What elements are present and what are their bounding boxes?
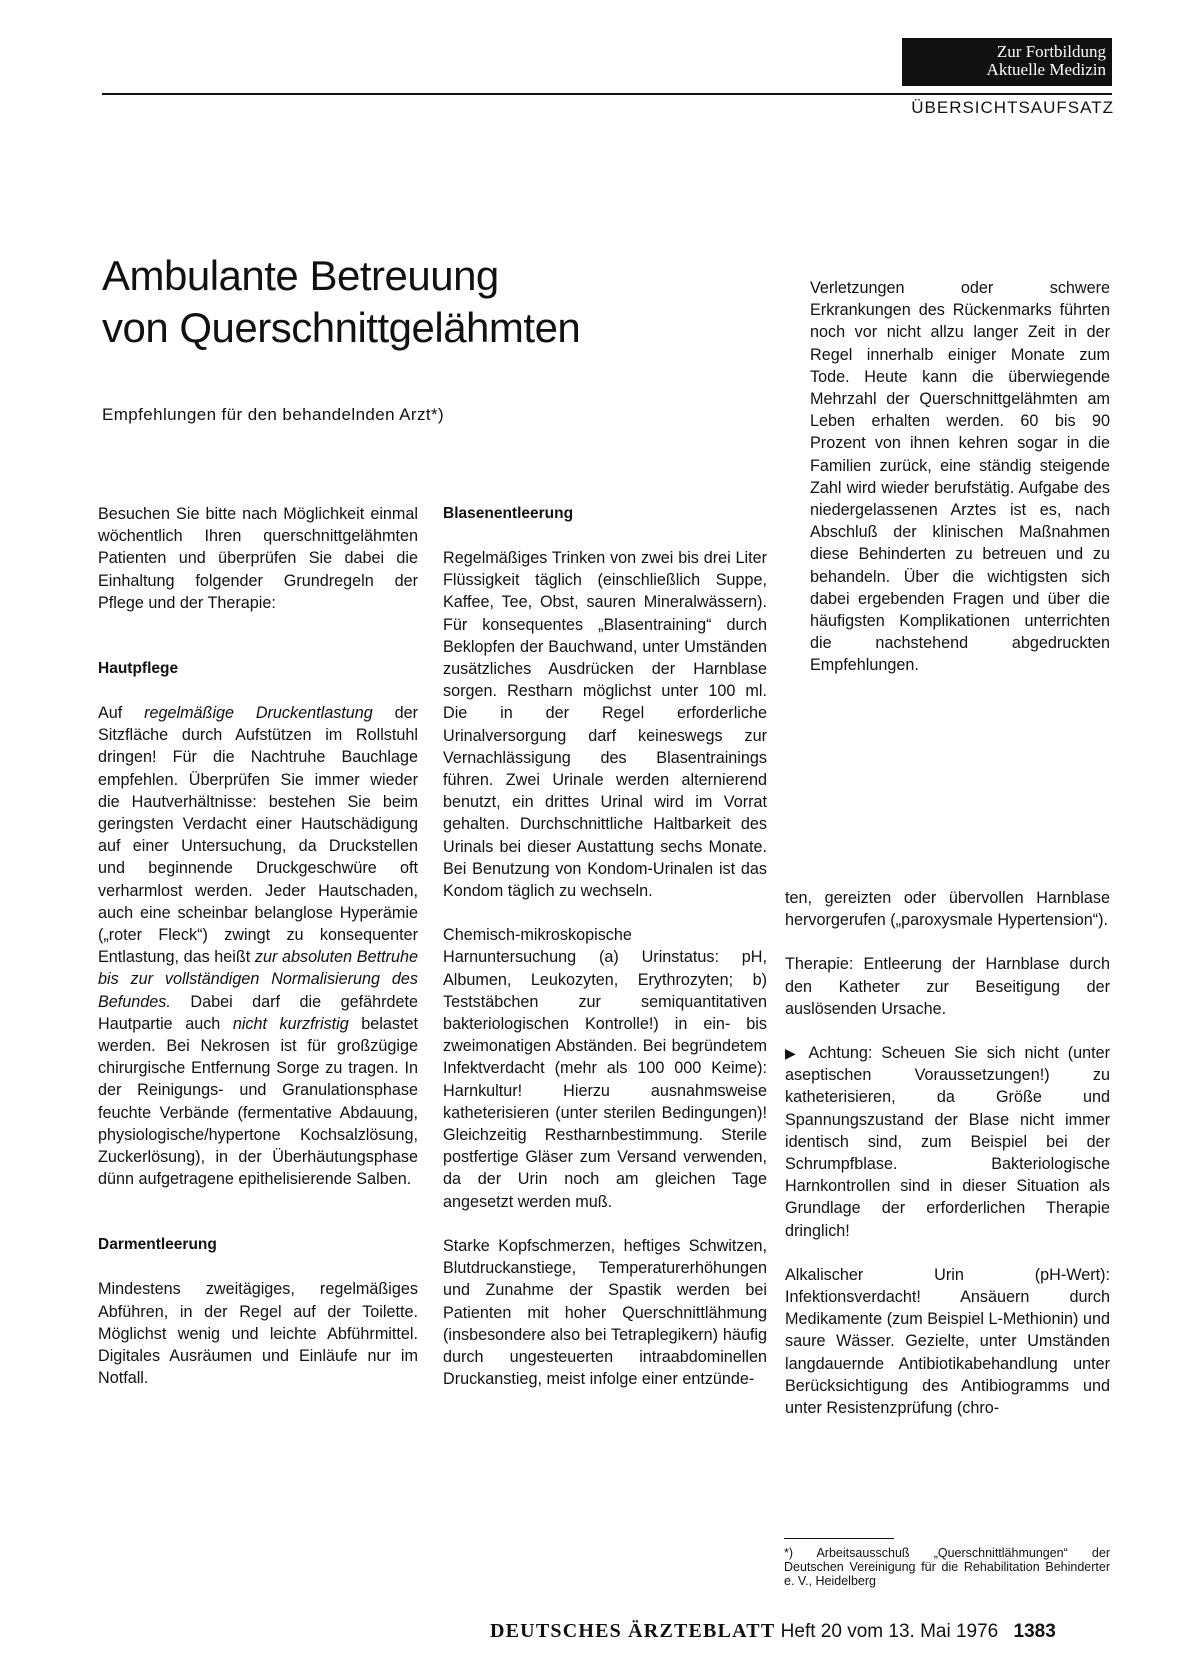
issue-info: Heft 20 vom 13. Mai 1976 (780, 1621, 999, 1642)
article-subtitle: Empfehlungen für den behandelnden Arzt*) (102, 405, 445, 424)
title-line-1: Ambulante Betreuung (102, 252, 499, 299)
column-2 (443, 503, 767, 1412)
header-rule (102, 93, 1112, 95)
blasen-paragraph-2: Chemisch-mikroskopische Harnuntersuchung (a) Urinstatus: pH, Albumen, Leukozyten, Erythrozyten; b) Teststäbchen zur semiquantitativen bakteriologischen Kontrolle!) in ein- bis zweimonatigen Abständen. Bei begründetem Infektverdacht (mehr als 100 000 Keime): Harnkultur! Hierzu ausnahmsweise katheterisieren (unter sterilen Bedingungen)! Gleichzeitig Restharnbestimmung. Sterile postfertige Gläser zum Versand verwenden, da der Urin noch am gleichen Tage angesetzt werden muß. (443, 926, 767, 1211)
article-title (102, 250, 580, 354)
hautpflege-paragraph: Auf regelmäßige Druckentlastung der Sitzfläche durch Aufstützen im Rollstuhl dringen! Für die Nachtruhe Bauchlage empfehlen. Überprüfen Sie immer wieder die Hautverhältnisse: bestehen Sie beim geringsten Verdacht einer Hautschädigung auf einer Untersuchung, da Druckstellen und beginnende Druckgeschwüre oft verharmlost werden. Jeder Hautschaden, auch eine scheinbar belanglose Hyperämie („roter Fleck“) zwingt zu konsequenter Entlastung, das heißt zur absoluten Bettruhe bis zur vollständigen Normalisierung des Befundes. Dabei darf die gefährdete Hautpartie auch nicht kurzfristig belastet werden. Bei Nekrosen ist für großzügige chirurgische Entfernung Sorge zu tragen. In der Reinigungs- und Granulationsphase feuchte Verbände (fermentative Abdauung, physiologische/hypertone Kochsalzlösung, Zuckerlösung), in der Überhäutungsphase dünn aufgetragene epithelisierende Salben. (98, 704, 418, 1189)
footnote: *) Arbeitsausschuß „Querschnittlähmungen“ der Deutschen Vereinigung für die Rehabilitation Behinderter e. V., Heidelberg (784, 1546, 1110, 1588)
badge-line-2: Aktuelle Medizin (986, 60, 1106, 79)
heading-blasenentleerung: Blasenentleerung (443, 505, 574, 522)
blasen-paragraph-3: Starke Kopfschmerzen, heftiges Schwitzen, Blutdruckanstiege, Temperaturerhöhungen und Zunahme der Spastik werden bei Patienten mit hoher Querschnittlähmung (insbesondere also bei Tetraplegikern) häufig durch ungesteuerten intraabdominellen Druckanstieg, meist infolge einer entzünde- (443, 1236, 767, 1389)
badge-line-1: Zur Fortbildung (996, 42, 1106, 61)
column-3-intro (810, 277, 1110, 699)
darmentleerung-paragraph: Mindestens zweitägiges, regelmäßiges Abführen, in der Regel auf der Toilette. Möglichst wenig und leichte Abführmittel. Digitales Ausräumen und Einläufe nur im Notfall. (98, 1280, 418, 1388)
title-line-2: von Querschnittgelähmten (102, 304, 581, 351)
footnote-rule (784, 1538, 894, 1539)
section-badge (902, 38, 1112, 86)
page-number: 1383 (1013, 1621, 1056, 1642)
triangle-icon: ▶ (785, 1045, 801, 1062)
col3-paragraph-3: ▶ Achtung: Scheuen Sie sich nicht (unter aseptischen Voraussetzungen!) zu katheterisieren, da Größe und Spannungszustand der Blase nicht immer identisch sind, zum Beispiel bei der Schrumpfblase. Bakteriologische Harnkontrollen sind in dieser Situation als Grundlage der erforderlichen Therapie dringlich! (785, 1044, 1110, 1240)
intro-paragraph: Besuchen Sie bitte nach Möglichkeit einmal wöchentlich Ihren querschnittgelähmten Patienten und überprüfen Sie dabei die Einhaltung folgender Grundregeln der Pflege und der Therapie: (98, 505, 418, 612)
col3-paragraph-2: Therapie: Entleerung der Harnblase durch den Katheter zur Beseitigung der auslösenden Ursache. (785, 955, 1110, 1018)
heading-darmentleerung: Darmentleerung (98, 1236, 217, 1254)
col3-paragraph-1: ten, gereizten oder übervollen Harnblase hervorgerufen („paroxysmale Hypertension“). (785, 889, 1110, 930)
intro-box-paragraph: Verletzungen oder schwere Erkrankungen des Rückenmarks führten noch vor nicht allzu langer Zeit in der Regel innerhalb einiger Monate zum Tode. Heute kann die überwiegende Mehrzahl der Querschnittgelähmten am Leben erhalten werden. 60 bis 90 Prozent von ihnen kehren sogar in die Familien zurück, eine ständig steigende Zahl wird wieder berufstätig. Aufgabe des niedergelassenen Arztes ist es, nach Abschluß der klinischen Maßnahmen diese Behinderten zu betreuen und zu behandeln. Über die wichtigsten sich dabei ergebenden Fragen und über die häufigsten Komplikationen unterrichten die nachstehend abgedruckten Empfehlungen. (810, 279, 1110, 675)
page-footer (490, 1620, 1056, 1643)
magazine-name: DEUTSCHES ÄRZTEBLATT (490, 1620, 776, 1642)
blasen-paragraph-1: Regelmäßiges Trinken von zwei bis drei Liter Flüssigkeit täglich (einschließlich Suppe, Kaffee, Tee, Obst, sauren Mineralwässern). Für konsequentes „Blasentraining“ durch Beklopfen der Bauchwand, unter Umständen zusätzliches Ausdrücken der Harnblase sorgen. Restharn möglichst unter 100 ml. Die in der Regel erforderliche Urinalversorgung darf keineswegs zur Vernachlässigung des Blasentrainings führen. Zwei Urinale werden alternierend benutzt, ein drittes Urinal wird im Vorrat gehalten. Durchschnittliche Haltbarkeit des Urinals bei dieser Austattung sechs Monate. Bei Benutzung von Kondom-Urinalen ist das Kondom täglich zu wechseln. (443, 549, 767, 901)
heading-hautpflege: Hautpflege (98, 660, 179, 678)
column-1 (98, 503, 418, 1412)
section-label: ÜBERSICHTSAUFSATZ (911, 98, 1114, 117)
column-3 (785, 887, 1110, 1441)
col3-paragraph-4: Alkalischer Urin (pH-Wert): Infektionsverdacht! Ansäuern durch Medikamente (zum Beispiel L-Methionin) und saure Wässer. Gezielte, unter Umständen langdauernde Antibiotikabehandlung unter Berücksichtigung des Antibiogramms und unter Resistenzprüfung (chro- (785, 1265, 1110, 1418)
